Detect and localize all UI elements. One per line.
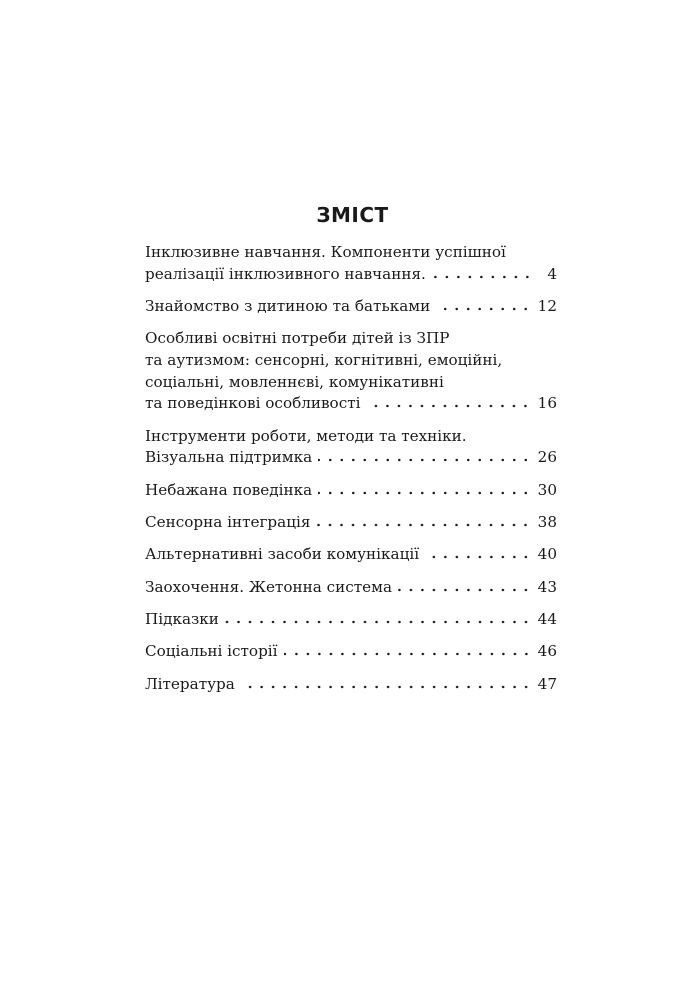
- toc-entry-line: [145, 296, 557, 318]
- page-title: ЗМІСТ: [316, 203, 389, 227]
- dot-leader: [284, 652, 532, 656]
- toc-entry-title: Небажана поведінка: [145, 480, 313, 499]
- toc-entry-title: Інклюзивне навчання. Компоненти успішної: [145, 243, 506, 261]
- toc-page-number: 12: [537, 296, 557, 315]
- toc-entry[interactable]: [145, 296, 557, 318]
- toc-entry-line: [145, 544, 557, 566]
- toc-entry-line: [145, 264, 557, 286]
- toc-entry[interactable]: [145, 577, 557, 599]
- toc-entry-line: [145, 641, 557, 663]
- dot-leader: [436, 307, 531, 311]
- toc-entry-title: соціальні, мовленнєві, комунікативні: [145, 372, 444, 391]
- toc-entry[interactable]: [145, 674, 557, 696]
- toc-page-number: 43: [537, 577, 557, 596]
- dot-leader: [318, 491, 532, 495]
- dot-leader: [432, 275, 533, 279]
- table-of-contents: [145, 242, 557, 706]
- toc-page-number: 47: [537, 674, 557, 693]
- dot-leader: [316, 523, 531, 527]
- toc-entry-title: Інструменти роботи, методи та техніки.: [145, 426, 467, 445]
- dot-leader: [425, 555, 532, 559]
- toc-entry-line: [145, 426, 557, 448]
- toc-page-number: 26: [537, 448, 557, 467]
- dot-leader: [225, 620, 532, 624]
- toc-entry-title: та аутизмом: сенсорні, когнітивні, емоційні,: [145, 350, 503, 369]
- toc-entry-line: [145, 350, 557, 372]
- toc-entry[interactable]: [145, 328, 557, 414]
- toc-entry[interactable]: [145, 641, 557, 663]
- toc-entry-title: Альтернативні засоби комунікації: [145, 545, 420, 564]
- toc-entry-line: [145, 393, 557, 415]
- toc-entry-line: [145, 674, 557, 696]
- toc-entry-line: [145, 577, 557, 599]
- toc-entry-title: реалізації інклюзивного навчання.: [145, 264, 426, 283]
- toc-entry-line: [145, 372, 557, 394]
- toc-entry-title: Сенсорна інтеграція: [145, 512, 311, 531]
- toc-entry-line: [145, 242, 557, 264]
- toc-entry-title: Заохочення. Жетонна система: [145, 577, 392, 596]
- toc-entry-title: Підказки: [145, 610, 219, 629]
- toc-page-number: 46: [537, 642, 557, 661]
- toc-entry[interactable]: [145, 426, 557, 469]
- toc-entry-title: Візуальна підтримка: [145, 448, 313, 467]
- toc-page-number: 38: [537, 512, 557, 531]
- toc-page-number: 44: [537, 610, 557, 629]
- toc-entry-line: [145, 480, 557, 502]
- toc-entry[interactable]: [145, 609, 557, 631]
- toc-page-number: 16: [537, 394, 557, 413]
- toc-page-number: 30: [537, 480, 557, 499]
- toc-entry-title: Знайомство з дитиною та батьками: [145, 296, 431, 315]
- toc-entry[interactable]: [145, 242, 557, 285]
- toc-page-number: 4: [547, 264, 557, 283]
- toc-entry-title: Соціальні історії: [145, 642, 278, 661]
- toc-entry[interactable]: [145, 480, 557, 502]
- toc-entry[interactable]: [145, 544, 557, 566]
- dot-leader: [366, 404, 531, 408]
- dot-leader: [318, 458, 532, 462]
- toc-entry[interactable]: [145, 512, 557, 534]
- toc-entry-line: [145, 328, 557, 350]
- toc-entry-line: [145, 447, 557, 469]
- toc-entry-line: [145, 512, 557, 534]
- toc-entry-title: Література: [145, 674, 235, 693]
- toc-entry-title: та поведінкові особливості: [145, 394, 361, 413]
- dot-leader: [398, 588, 532, 592]
- toc-entry-title: Особливі освітні потреби дітей із ЗПР: [145, 329, 450, 348]
- dot-leader: [241, 685, 532, 689]
- toc-page-number: 40: [537, 545, 557, 564]
- toc-entry-line: [145, 609, 557, 631]
